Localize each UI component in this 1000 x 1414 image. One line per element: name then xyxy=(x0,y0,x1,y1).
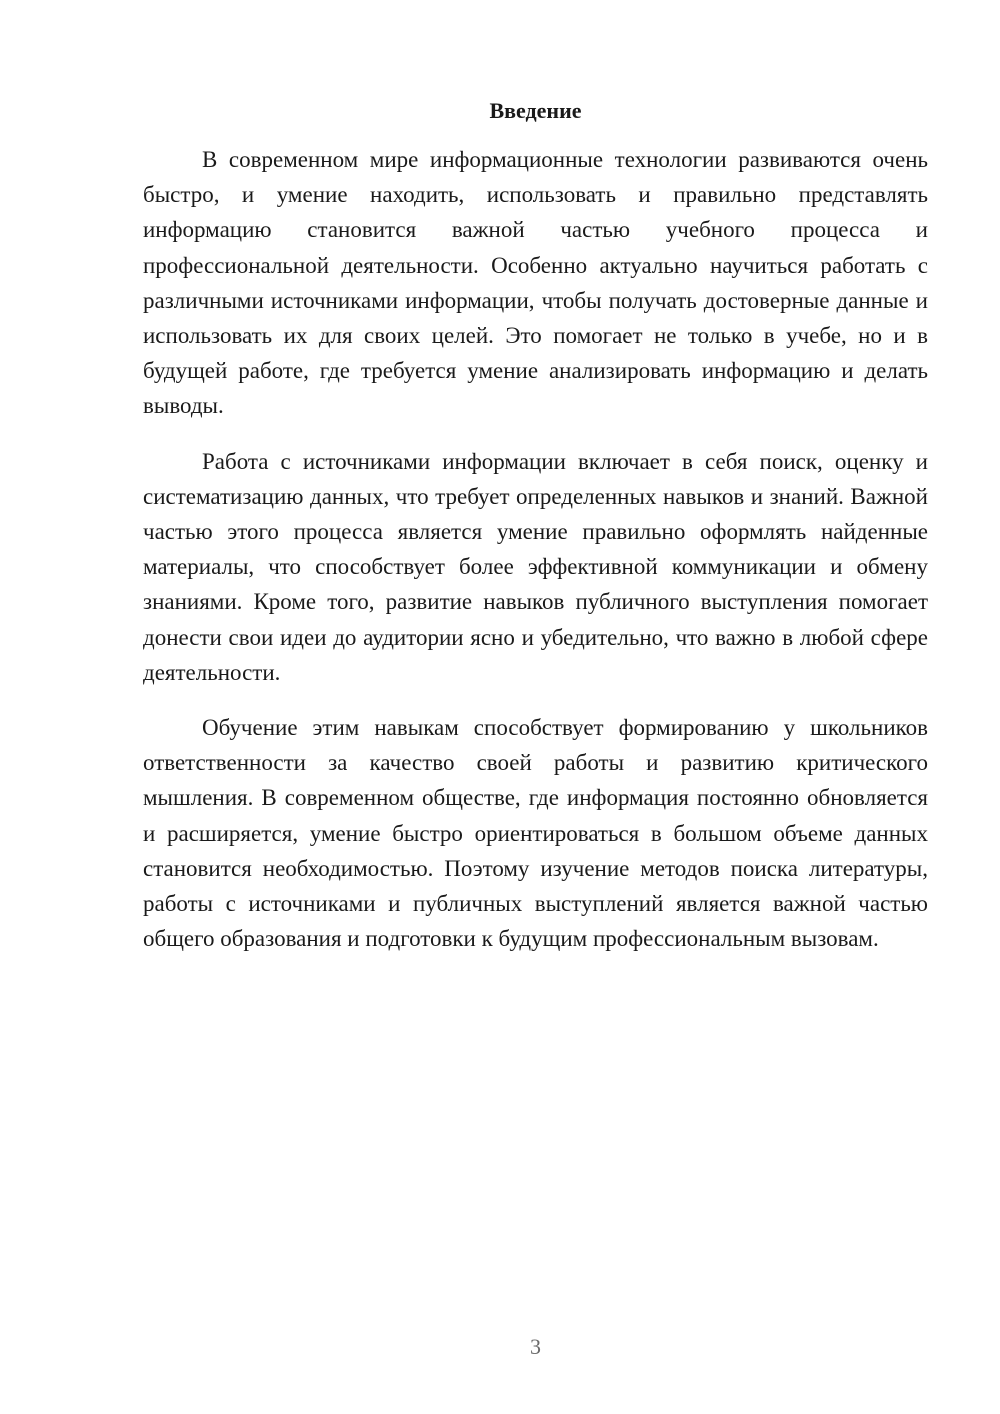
paragraph-2: Работа с источниками информации включает в себя поиск, оценку и систематизацию данных, что требует определенных навыков и знаний. Важной частью этого процесса является умение правильно оформлять найденные материалы, что способствует более эффективной коммуникации и обмену знаниями. Кроме того, развитие навыков публичного выступления помогает донести свои идеи до аудитории ясно и убедительно, что важно в любой сфере деятельности. xyxy=(143,448,928,685)
section-heading: Введение xyxy=(489,98,582,123)
paragraph-3: Обучение этим навыкам способствует формированию у школьников ответственности за качество своей работы и развитию критического мышления. В современном обществе, где информация постоянно обновляется и расширяется, умение быстро ориентироваться в большом объеме данных становится необходимостью. Поэтому изучение методов поиска литературы, работы с источниками и публичных выступлений является важной частью общего образования и подготовки к будущим профессиональным вызовам. xyxy=(143,715,928,952)
page-number: 3 xyxy=(530,1334,541,1359)
body-text xyxy=(143,142,928,976)
paragraph-1: В современном мире информационные технологии развиваются очень быстро, и умение находить, использовать и правильно представлять информацию становится важной частью учебного процесса и профессиональной деятельности. Особенно актуально научиться работать с различными источниками информации, чтобы получать достоверные данные и использовать их для своих целей. Это помогает не только в учебе, но и в будущей работе, где требуется умение анализировать информацию и делать выводы. xyxy=(143,147,928,419)
